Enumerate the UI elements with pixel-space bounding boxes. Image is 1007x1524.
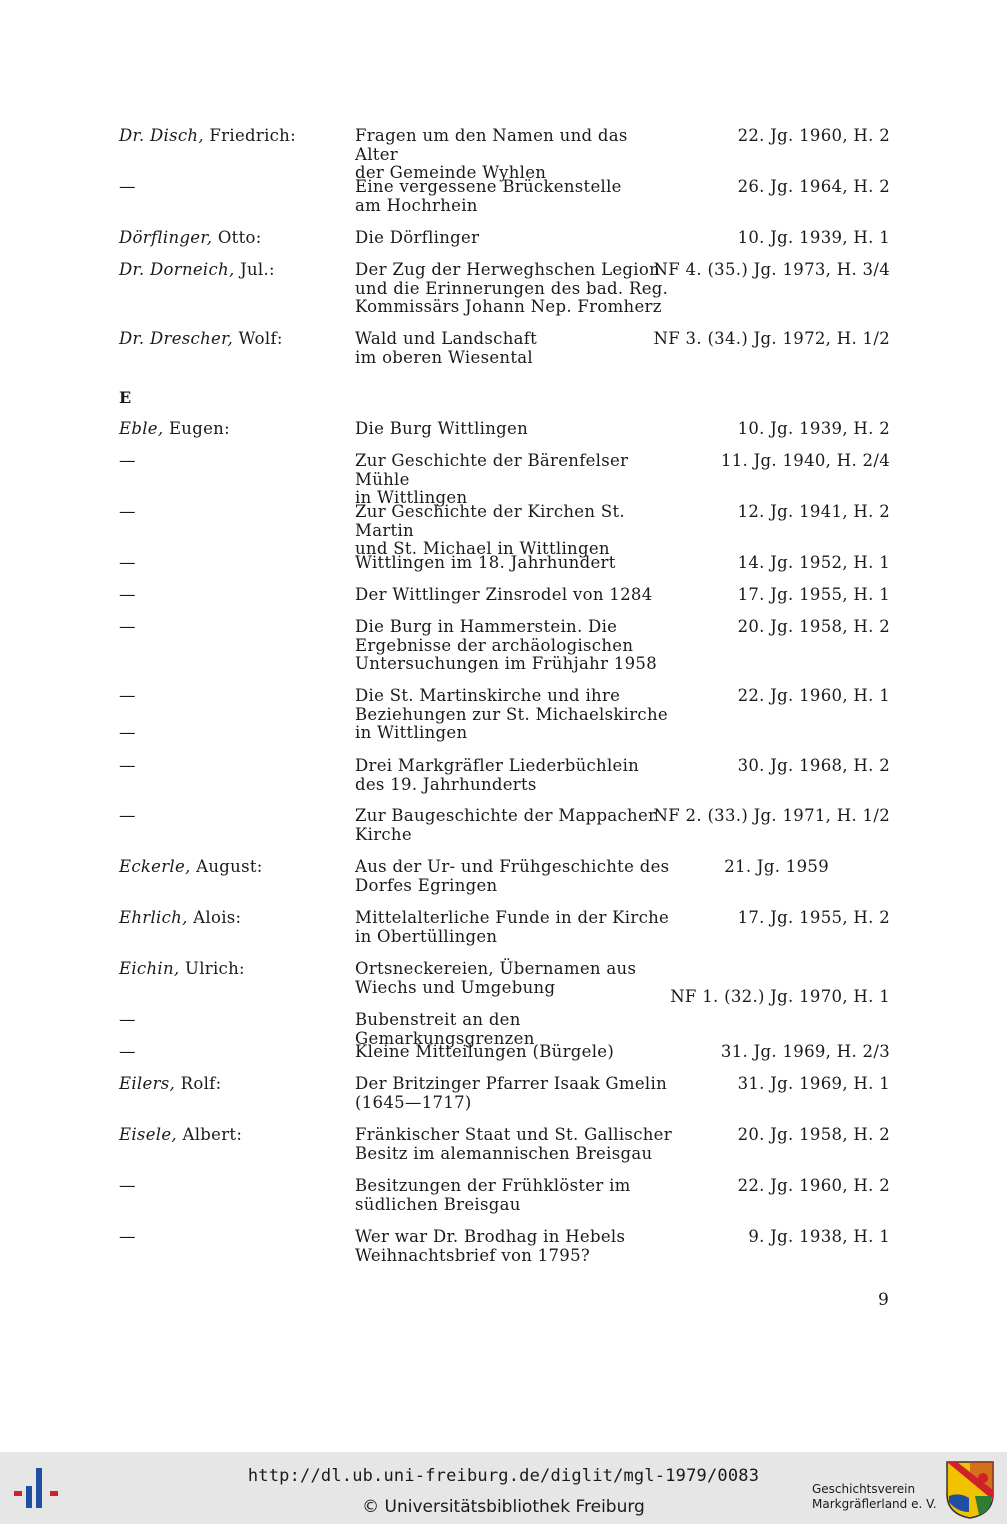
- volume-reference: 17. Jg. 1955, H. 1: [737, 585, 890, 604]
- volume-reference: NF 2. (33.) Jg. 1971, H. 1/2: [653, 806, 890, 825]
- author: Eichin, Ulrich:: [119, 959, 245, 978]
- volume-reference: 26. Jg. 1964, H. 2: [737, 177, 890, 196]
- article-title: Fränkischer Staat und St. Gallischer Besitz im alemannischen Breisgau: [355, 1125, 672, 1163]
- article-title: Wald und Landschaft im oberen Wiesental: [355, 329, 538, 367]
- volume-reference: NF 4. (35.) Jg. 1973, H. 3/4: [653, 260, 890, 279]
- article-title: Die Burg in Hammerstein. Die Ergebnisse der archäologischen Untersuchungen im Frühjahr 1958: [355, 617, 657, 673]
- author: Dr. Disch, Friedrich:: [119, 126, 296, 145]
- author: —: [119, 617, 136, 636]
- article-title: Drei Markgräfler Liederbüchlein des 19. Jahrhunderts: [355, 756, 640, 794]
- article-title: Mittelalterliche Funde in der Kirche in Obertüllingen: [355, 908, 670, 946]
- volume-reference: 31. Jg. 1969, H. 1: [737, 1074, 890, 1093]
- article-title: Zur Geschichte der Kirchen St. Martin und St. Michael in Wittlingen: [355, 502, 625, 558]
- author: —: [119, 1010, 136, 1029]
- author: Dörflinger, Otto:: [119, 228, 262, 247]
- volume-reference: 20. Jg. 1958, H. 2: [737, 617, 890, 636]
- volume-reference: NF 1. (32.) Jg. 1970, H. 1: [670, 987, 890, 1006]
- author: —: [119, 806, 136, 825]
- coat-of-arms-icon[interactable]: [945, 1460, 995, 1520]
- volume-reference: 22. Jg. 1960, H. 2: [737, 1176, 890, 1195]
- volume-reference: 10. Jg. 1939, H. 1: [737, 228, 890, 247]
- article-title: Wittlingen im 18. Jahrhundert: [355, 553, 616, 572]
- author: — —: [119, 686, 136, 742]
- author: Eckerle, August:: [119, 857, 263, 876]
- article-title: Zur Geschichte der Bärenfelser Mühle in Wittlingen: [355, 451, 629, 507]
- article-title: Ortsneckereien, Übernamen aus Wiechs und Umgebung: [355, 959, 637, 997]
- article-title: Zur Baugeschichte der Mappacher Kirche: [355, 806, 657, 844]
- article-title: Fragen um den Namen und das Alter der Gemeinde Wyhlen: [355, 126, 628, 182]
- author: Ehrlich, Alois:: [119, 908, 242, 927]
- volume-reference: 10. Jg. 1939, H. 2: [737, 419, 890, 438]
- society-name[interactable]: [812, 1482, 937, 1512]
- volume-reference: 22. Jg. 1960, H. 2: [737, 126, 890, 145]
- author: —: [119, 177, 136, 196]
- author: —: [119, 756, 136, 775]
- author: —: [119, 553, 136, 572]
- author: —: [119, 502, 136, 521]
- volume-reference: 12. Jg. 1941, H. 2: [737, 502, 890, 521]
- article-title: Die Burg Wittlingen: [355, 419, 529, 438]
- volume-reference: 20. Jg. 1958, H. 2: [737, 1125, 890, 1144]
- author: Eble, Eugen:: [119, 419, 230, 438]
- article-title: Der Britzinger Pfarrer Isaak Gmelin (1645—1717): [355, 1074, 667, 1112]
- article-title: Die Dörflinger: [355, 228, 480, 247]
- author: —: [119, 1176, 136, 1195]
- society-name-line2: Markgräflerland e. V.: [812, 1497, 937, 1511]
- author: —: [119, 1042, 136, 1061]
- page-number: 9: [878, 1290, 889, 1310]
- author: —: [119, 585, 136, 604]
- article-title: Wer war Dr. Brodhag in Hebels Weihnachtsbrief von 1795?: [355, 1227, 626, 1265]
- article-title: Besitzungen der Frühklöster im südlichen Breisgau: [355, 1176, 631, 1214]
- author: Eilers, Rolf:: [119, 1074, 222, 1093]
- footer-bar: [0, 1452, 1007, 1524]
- copyright-notice: © Universitätsbibliothek Freiburg: [362, 1497, 645, 1517]
- article-title: Bubenstreit an den Gemarkungsgrenzen: [355, 1010, 535, 1048]
- volume-reference: 30. Jg. 1968, H. 2: [737, 756, 890, 775]
- article-title: Eine vergessene Brückenstelle am Hochrhein: [355, 177, 622, 215]
- article-title: Die St. Martinskirche und ihre Beziehungen zur St. Michaelskirche in Wittlingen: [355, 686, 668, 742]
- volume-reference: 11. Jg. 1940, H. 2/4: [720, 451, 890, 470]
- article-title: Der Zug der Herweghschen Legion und die Erinnerungen des bad. Reg. Kommissärs Johann Nep. Fromherz: [355, 260, 669, 316]
- volume-reference: 9. Jg. 1938, H. 1: [748, 1227, 890, 1246]
- society-name-line1: Geschichtsverein: [812, 1482, 916, 1496]
- author: Dr. Drescher, Wolf:: [119, 329, 283, 348]
- article-title: Aus der Ur- und Frühgeschichte des Dorfes Egringen: [355, 857, 670, 895]
- permalink-url[interactable]: http://dl.ub.uni-freiburg.de/diglit/mgl-1979/0083: [247, 1466, 760, 1486]
- volume-reference: 21. Jg. 1959: [724, 857, 829, 876]
- section-letter: E: [119, 388, 132, 407]
- volume-reference: 31. Jg. 1969, H. 2/3: [720, 1042, 890, 1061]
- author: —: [119, 1227, 136, 1246]
- author: —: [119, 451, 136, 470]
- volume-reference: 14. Jg. 1952, H. 1: [737, 553, 890, 572]
- article-title: Kleine Mitteilungen (Bürgele): [355, 1042, 615, 1061]
- author: Dr. Dorneich, Jul.:: [119, 260, 275, 279]
- author: Eisele, Albert:: [119, 1125, 243, 1144]
- volume-reference: 22. Jg. 1960, H. 1: [737, 686, 890, 705]
- volume-reference: 17. Jg. 1955, H. 2: [737, 908, 890, 927]
- article-title: Der Wittlinger Zinsrodel von 1284: [355, 585, 653, 604]
- volume-reference: NF 3. (34.) Jg. 1972, H. 1/2: [653, 329, 890, 348]
